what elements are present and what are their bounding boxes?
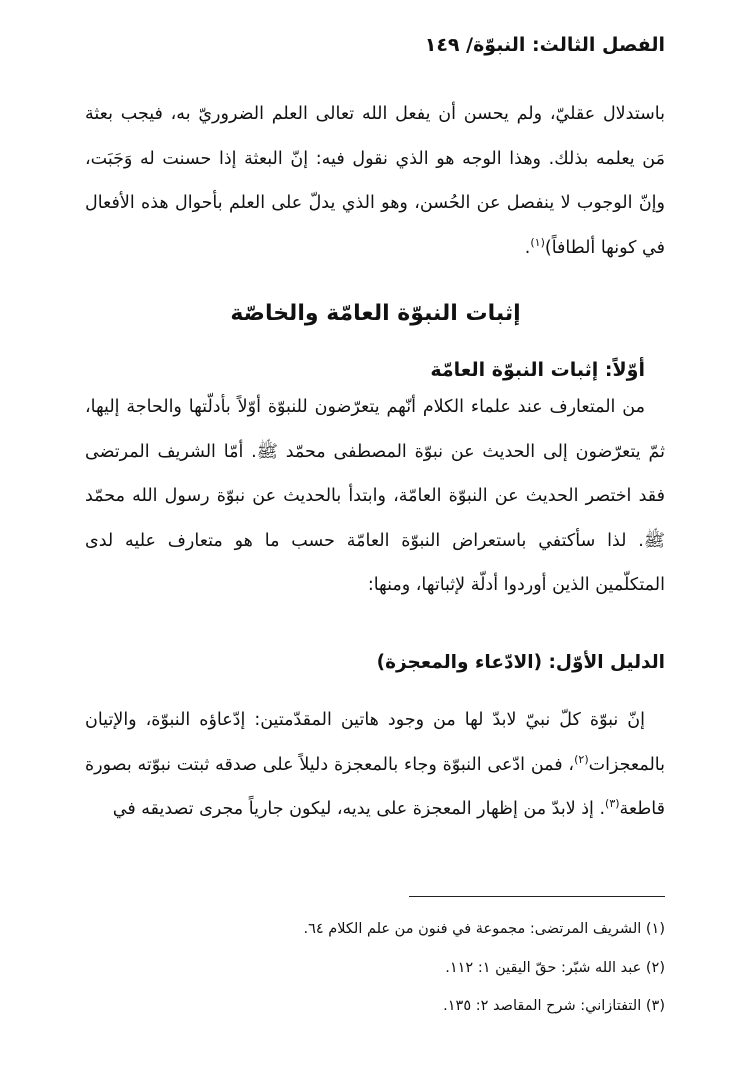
footnote-marker[interactable]: (٣) [605,797,620,811]
footnote-marker[interactable]: (١) [530,235,545,249]
paragraph-end: . [524,237,531,258]
footnote-item: (٣) التفتازاني: شرح المقاصد ٢: ١٣٥. [443,998,665,1014]
paragraph-first-evidence [85,698,665,832]
paragraph-text: ، فمن ادّعى النبوّة وجاء بالمعجزة دليلاً على صدقه ثبتت نبوّته بصورة قاطعة [85,754,665,819]
section-title: إثبات النبوّة العامّة والخاصّة [230,301,521,326]
running-header: الفصل الثالث: النبوّة/ ١٤٩ [424,34,665,56]
footnote-item: (٢) عبد الله شبّر: حقّ اليقين ١: ١١٢. [445,959,665,976]
paragraph-introduction: من المتعارف عند علماء الكلام أنّهم يتعرّضون للنبوّة أوّلاً بأدلّتها والحاجة إليها، ثمّ يتعرّضون إلى الحديث عن نبوّة المصطفى محمّد ﷺ. أمّا الشريف المرتضى فقد اختصر الحديث عن النبوّة العامّة، وابتدأ بالحديث عن نبوّة رسول الله محمّد ﷺ. لذا سأكتفي باستعراض النبوّة العامّة حسب ما هو متعارف عليه لدى المتكلّمين الذين أوردوا أدلّة لإثباتها، ومنها: [85,397,665,595]
paragraph-text: باستدلال عقليّ، ولم يحسن أن يفعل الله تعالى العلم الضروريّ به، فيجب بعثة مَن يعلمه بذلك. وهذا الوجه هو الذي نقول فيه: إنّ البعثة إذا حسنت له وَجَبَت، وإنّ الوجوب لا ينفصل عن الحُسن، وهو الذي يدلّ على العلم بأحوال هذه الأفعال في كونها ألطافاً) [85,104,665,258]
footnotes-list [85,910,665,1026]
footnote-marker[interactable]: (٢) [574,752,589,766]
subheading-general-prophethood: أوّلاً: إثبات النبوّة العامّة [430,359,645,381]
evidence-heading: الدليل الأوّل: (الادّعاء والمعجزة) [376,652,665,673]
footnote-divider [409,896,665,897]
paragraph-text: إنّ نبوّة كلّ نبيّ لابدّ لها من وجود هاتين المقدّمتين: إدّعاؤه النبوّة، والإتيان بالمعجزات [85,710,665,775]
paragraph-continuation [85,92,665,270]
paragraph-text: . إذ لابدّ من إظهار المعجزة على يديه، ليكون جارياً مجرى تصديقه في [112,799,606,819]
footnote-item: (١) الشريف المرتضى: مجموعة في فنون من علم الكلام ٦٤. [303,921,665,937]
